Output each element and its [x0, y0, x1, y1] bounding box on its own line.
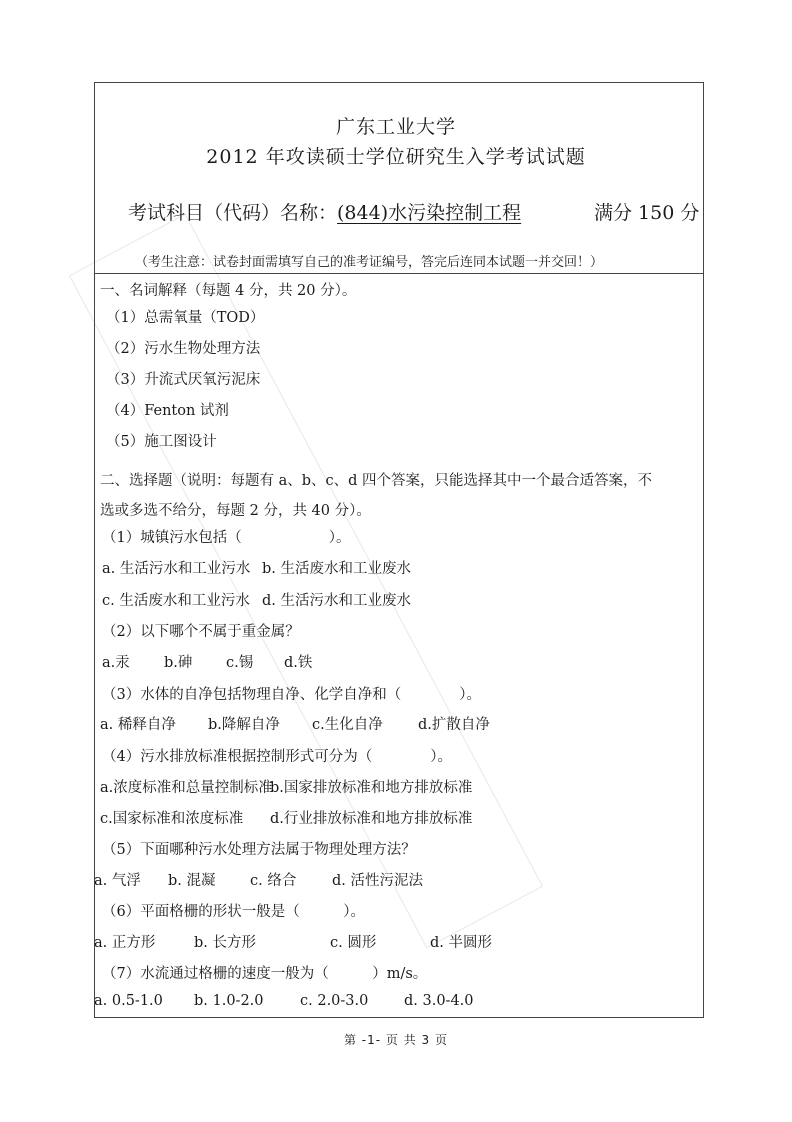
subject-code: (844)水污染控制工程 [337, 202, 522, 224]
option: a. 0.5-1.0 [94, 993, 163, 1009]
option: d.行业排放标准和地方排放标准 [270, 811, 473, 827]
term-item: （1）总需氧量（TOD） [106, 310, 265, 326]
option: c.锡 [226, 655, 254, 671]
term-item: （2）污水生物处理方法 [106, 341, 261, 357]
option: c. 圆形 [330, 935, 377, 951]
option: a.汞 [102, 655, 130, 671]
option: a.浓度标准和总量控制标准 [100, 780, 273, 796]
question: （4）污水排放标准根据控制形式可分为（ ）。 [102, 749, 452, 765]
option: b. 1.0-2.0 [194, 993, 264, 1009]
question: （2）以下哪个不属于重金属？ [102, 624, 300, 640]
option: b. 生活废水和工业废水 [262, 561, 411, 577]
university-name: 广东工业大学 [335, 116, 456, 138]
subject-line [128, 198, 521, 225]
full-score: 满分 150 分 [594, 202, 700, 224]
option: d.铁 [284, 655, 313, 671]
option: c. 生活废水和工业污水 [102, 593, 250, 609]
question: （5）下面哪种污水处理方法属于物理处理方法？ [102, 842, 416, 858]
option: a. 稀释自净 [100, 717, 176, 733]
option: c.生化自净 [312, 717, 383, 733]
option: c.国家标准和浓度标准 [100, 811, 244, 827]
option: a. 气浮 [94, 873, 141, 889]
term-item: （3）升流式厌氧污泥床 [106, 372, 261, 388]
question: （1）城镇污水包括（ ）。 [102, 530, 351, 546]
option: d.扩散自净 [418, 717, 490, 733]
term-item: （5）施工图设计 [106, 434, 217, 450]
option: c. 2.0-3.0 [300, 993, 369, 1009]
section2-title-line2: 选或多选不给分，每题 2 分，共 40 分）。 [100, 503, 371, 519]
page-number: 第 -1- 页 共 3 页 [343, 1033, 448, 1047]
option: a. 正方形 [94, 935, 156, 951]
term-item: （4）Fenton 试剂 [106, 403, 229, 419]
section2-title-line1: 二、选择题（说明：每题有 a、b、c、d 四个答案，只能选择其中一个最合适答案，不 [100, 473, 653, 489]
option: d. 3.0-4.0 [404, 993, 474, 1009]
candidate-notice: （考生注意：试卷封面需填写自己的准考证编号，答完后连同本试题一并交回！） [135, 255, 604, 270]
header-divider [94, 273, 704, 274]
option: b. 混凝 [168, 873, 216, 889]
question: （7）水流通过格栅的速度一般为（ ）m/s。 [102, 966, 428, 982]
section1-title: 一、名词解释（每题 4 分，共 20 分）。 [100, 283, 357, 299]
option: c. 络合 [250, 873, 297, 889]
option: b.砷 [164, 655, 193, 671]
option: d. 活性污泥法 [332, 873, 423, 889]
exam-title: 2012 年攻读硕士学位研究生入学考试试题 [206, 146, 586, 168]
option: b. 长方形 [194, 935, 256, 951]
option: d. 半圆形 [430, 935, 492, 951]
option: b.降解自净 [208, 717, 280, 733]
subject-label: 考试科目（代码）名称： [128, 202, 338, 224]
question: （6）平面格栅的形状一般是（ ）。 [102, 904, 365, 920]
option: d. 生活污水和工业废水 [262, 593, 411, 609]
option: b.国家排放标准和地方排放标准 [270, 780, 473, 796]
question: （3）水体的自净包括物理自净、化学自净和（ ）。 [102, 687, 481, 703]
option: a. 生活污水和工业污水 [102, 561, 251, 577]
